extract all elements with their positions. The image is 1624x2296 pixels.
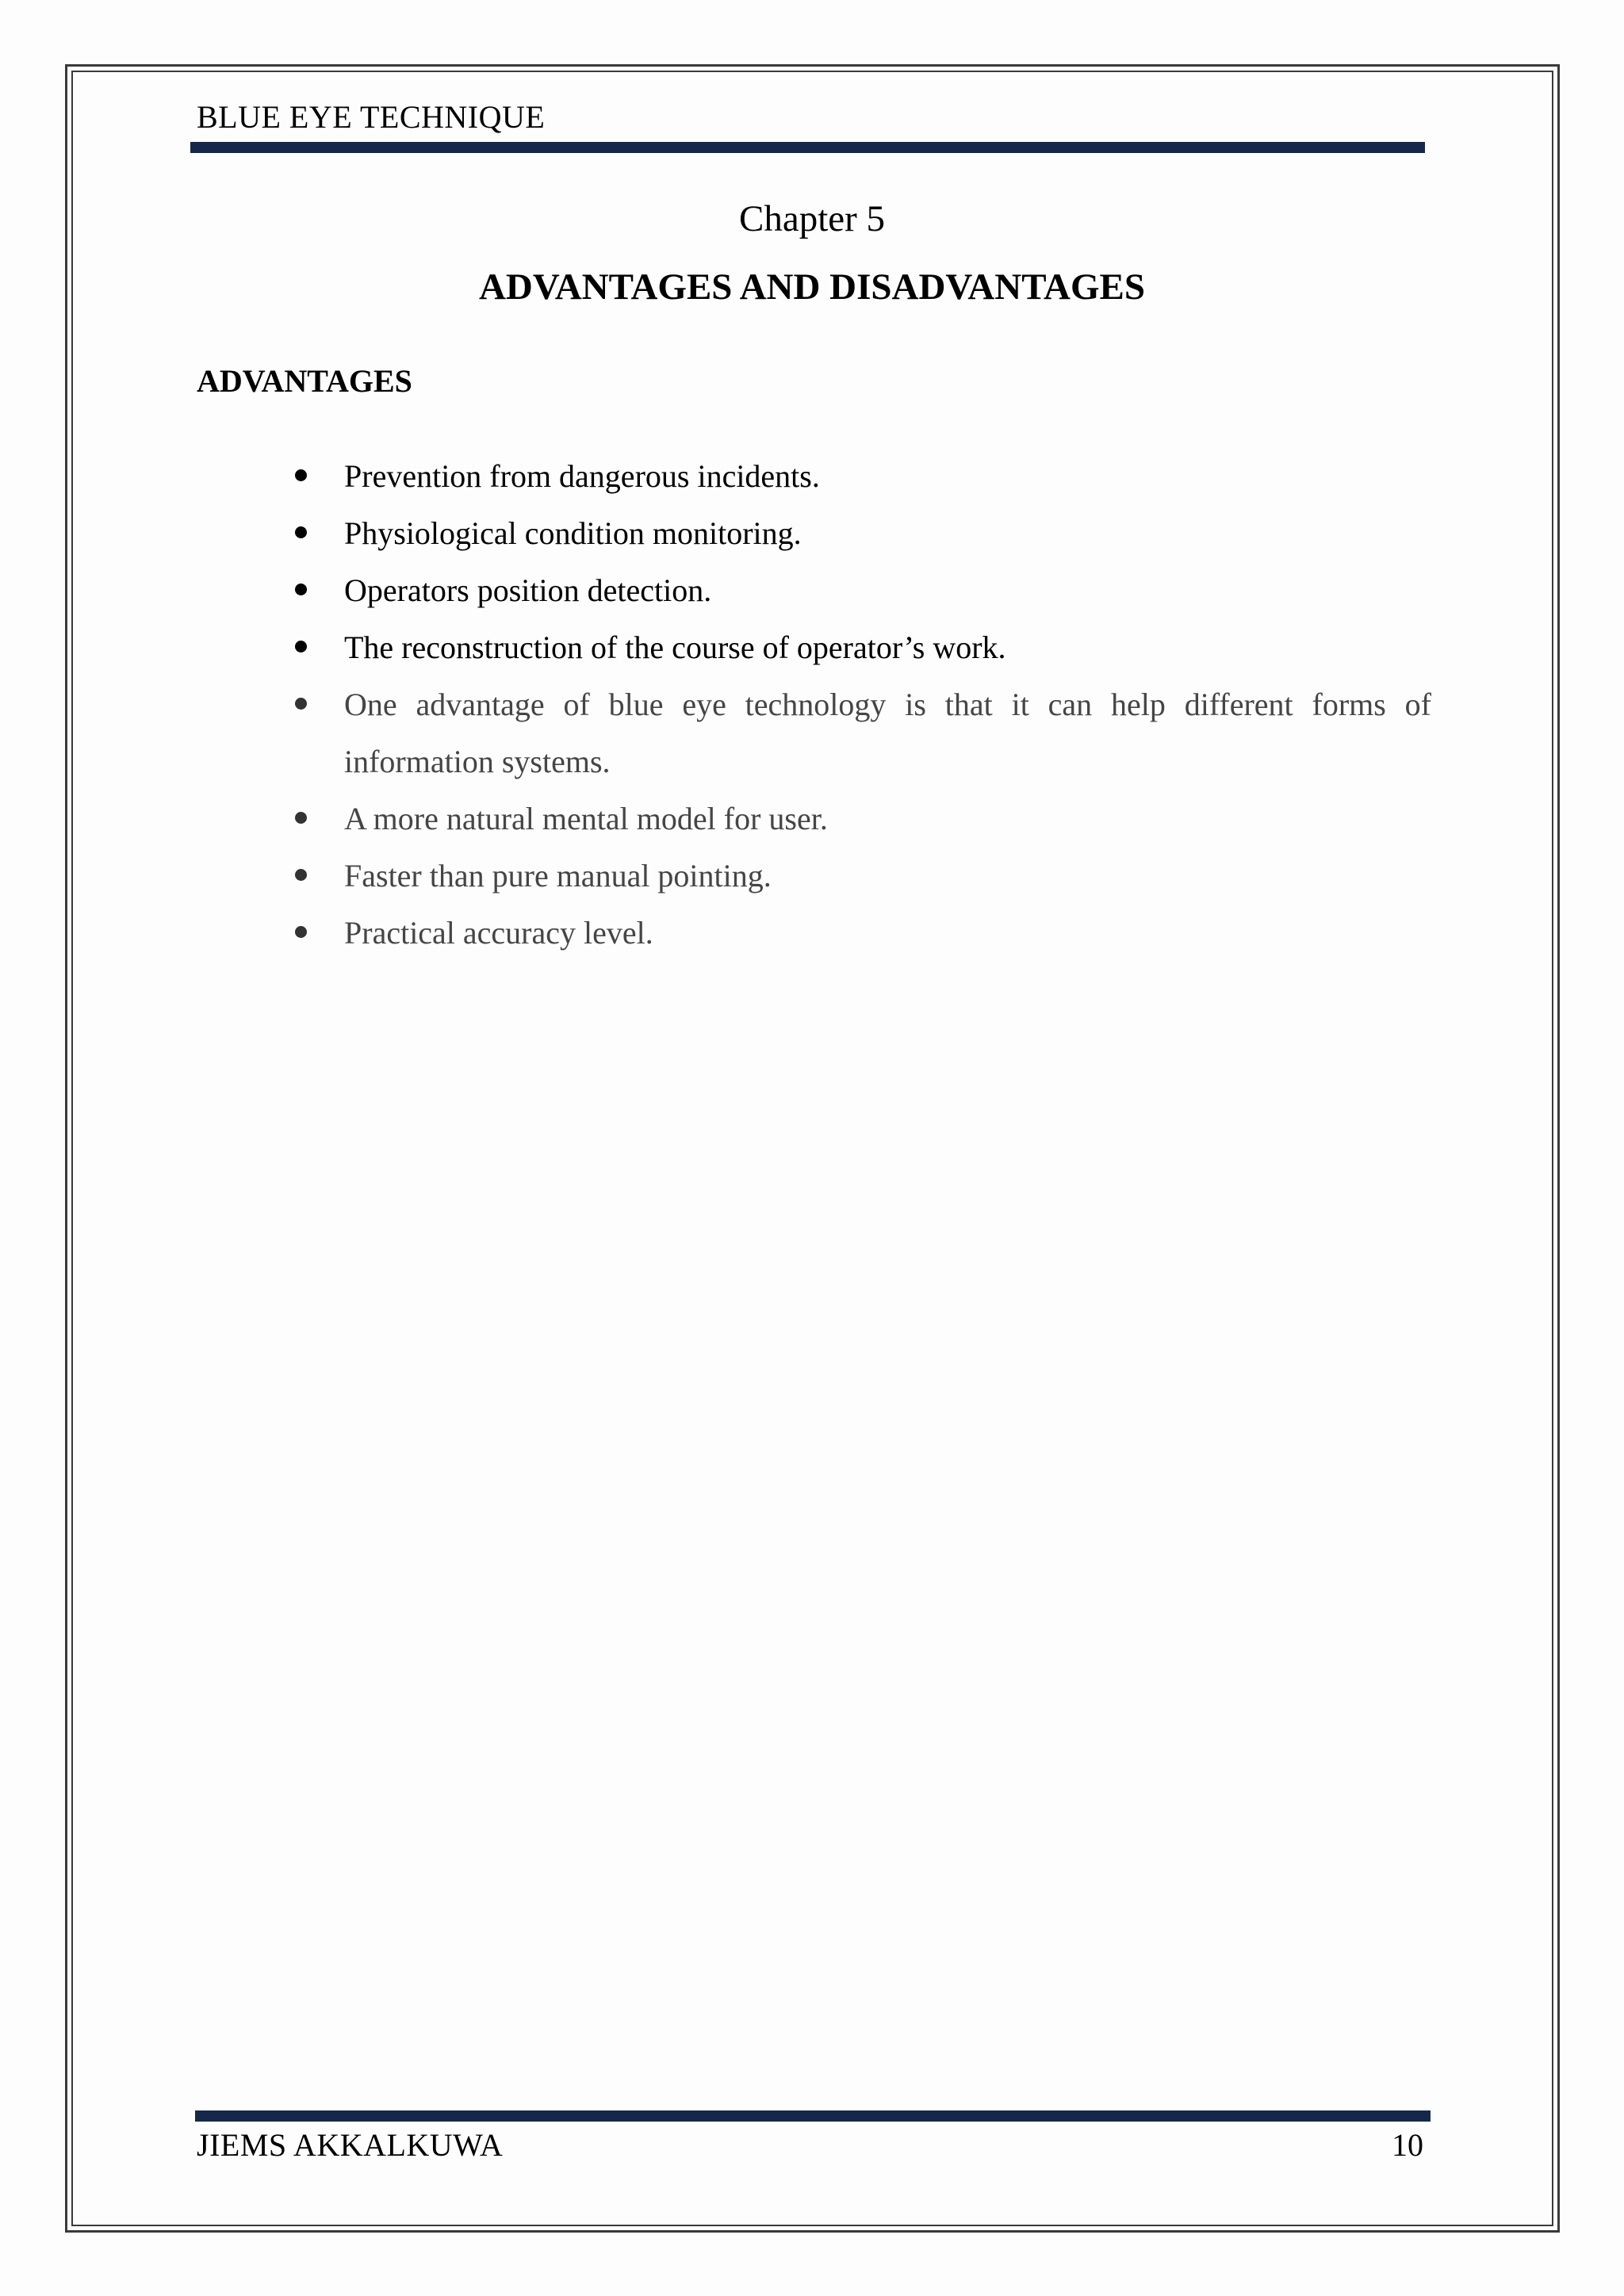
- running-header: BLUE EYE TECHNIQUE: [197, 99, 546, 135]
- list-item: [285, 790, 1431, 848]
- list-item: [285, 619, 1431, 676]
- list-item-text: One advantage of blue eye technology is that it can help different forms of information systems.: [344, 687, 1431, 779]
- bullet-icon: [295, 869, 307, 881]
- list-item-text: Prevention from dangerous incidents.: [344, 458, 820, 494]
- list-item-text: Practical accuracy level.: [344, 915, 653, 951]
- list-item-text: Faster than pure manual pointing.: [344, 858, 772, 894]
- bullet-icon: [295, 812, 307, 824]
- chapter-title: ADVANTAGES AND DISADVANTAGES: [478, 266, 1146, 308]
- bullet-icon: [295, 469, 307, 481]
- bullet-icon: [295, 584, 307, 595]
- list-item: [285, 448, 1431, 505]
- list-item: [285, 848, 1431, 905]
- list-item: [285, 905, 1431, 962]
- list-item-text: Operators position detection.: [344, 572, 712, 608]
- list-item-text: Physiological condition monitoring.: [344, 515, 802, 551]
- section-heading: ADVANTAGES: [197, 363, 412, 399]
- list-item-text: The reconstruction of the course of operator’s work.: [344, 629, 1006, 665]
- chapter-label: Chapter 5: [738, 198, 886, 239]
- page-number: 10: [1392, 2127, 1423, 2163]
- header-rule: [190, 142, 1425, 153]
- bullet-icon: [295, 526, 307, 538]
- list-item: [285, 562, 1431, 619]
- bullet-icon: [295, 698, 307, 710]
- bullet-icon: [295, 641, 307, 652]
- list-item: [285, 505, 1431, 562]
- footer-rule: [195, 2110, 1431, 2122]
- advantages-list: [285, 448, 1431, 962]
- list-item: [285, 676, 1431, 790]
- list-item-text: A more natural mental model for user.: [344, 801, 828, 836]
- bullet-icon: [295, 926, 307, 938]
- footer-institution: JIEMS AKKALKUWA: [197, 2127, 504, 2163]
